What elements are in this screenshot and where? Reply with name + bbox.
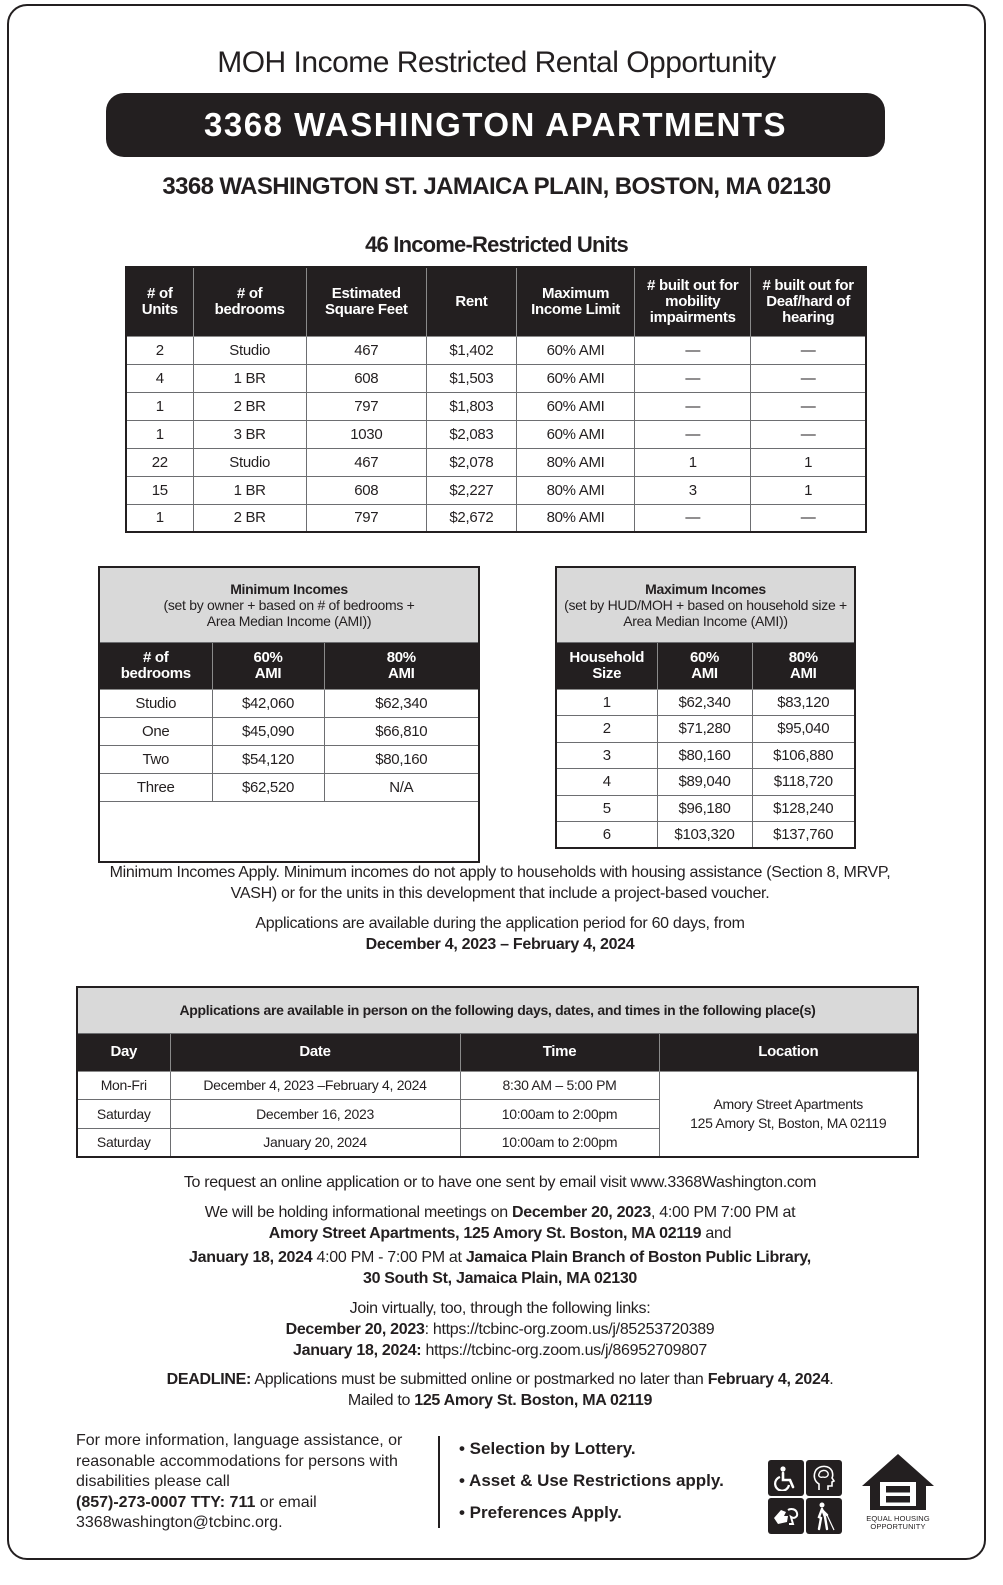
wheelchair-icon (768, 1460, 804, 1496)
min-header-row (99, 642, 479, 689)
cognitive-head-icon (806, 1460, 842, 1496)
cell: 1 BR (193, 476, 306, 504)
units-header-row (126, 267, 866, 336)
table-row (126, 392, 866, 420)
col-location: Location (659, 1033, 918, 1071)
cell: January 20, 2024 (170, 1128, 460, 1157)
table-row (99, 689, 479, 717)
cell: 3 (635, 476, 751, 504)
cell: 80% AMI (516, 448, 634, 476)
in-person-applications-table (76, 986, 919, 1158)
bullet-restrictions: • Asset & Use Restrictions apply. (459, 1471, 724, 1490)
cell: 1 (751, 448, 866, 476)
sign-language-icon (768, 1498, 804, 1534)
col-80-ami: 80% AMI (324, 642, 479, 689)
cell: $2,672 (426, 504, 516, 532)
meeting-place-2: Jamaica Plain Branch of Boston Public Library, (465, 1249, 811, 1266)
deadline-date: February 4, 2024 (707, 1371, 830, 1388)
max-header-row (556, 642, 855, 689)
cell: — (751, 420, 866, 448)
cell: 60% AMI (516, 336, 634, 364)
cell: 60% AMI (516, 420, 634, 448)
cell: 608 (306, 476, 426, 504)
table-row (556, 716, 855, 743)
location-name: Amory Street Apartments (713, 1095, 863, 1112)
contact-email[interactable]: 3368washington@tcbinc.org. (76, 1514, 283, 1531)
location-address: 125 Amory St, Boston, MA 02119 (690, 1114, 887, 1131)
key-points-list (459, 1439, 724, 1535)
col-units: # of Units (126, 267, 193, 336)
cell: $2,078 (426, 448, 516, 476)
cell: 797 (306, 504, 426, 532)
cell: 1 (556, 689, 657, 716)
bullet-lottery: • Selection by Lottery. (459, 1439, 636, 1458)
cell: $1,503 (426, 364, 516, 392)
cell: $2,083 (426, 420, 516, 448)
bullet-preferences: • Preferences Apply. (459, 1503, 622, 1522)
cell: $42,060 (212, 689, 324, 717)
cell: $1,803 (426, 392, 516, 420)
blank-cell (99, 801, 479, 862)
max-title: Maximum Incomes (645, 580, 766, 597)
table-row (126, 420, 866, 448)
units-heading: 46 Income-Restricted Units (365, 232, 628, 257)
cell: 3 BR (193, 420, 306, 448)
cell: 80% AMI (516, 504, 634, 532)
meeting-place-2-address: 30 South St, Jamaica Plain, MA 02130 (362, 1270, 638, 1287)
cell: Studio (99, 689, 212, 717)
table-row (99, 745, 479, 773)
phone-number: (857)-273-0007 TTY: 711 (76, 1493, 256, 1511)
cell: $96,180 (657, 795, 752, 822)
cell: 1 (635, 448, 751, 476)
cell: 5 (556, 795, 657, 822)
equal-housing-icon (860, 1452, 936, 1510)
minimum-incomes-table (98, 566, 480, 863)
cell: $89,040 (657, 769, 752, 796)
cell: — (751, 336, 866, 364)
cell: 3 (556, 742, 657, 769)
cell: 797 (306, 392, 426, 420)
cell: Saturday (77, 1100, 170, 1129)
table-row (126, 336, 866, 364)
col-bedrooms: # of bedrooms (193, 267, 306, 336)
virtual-intro: Join virtually, too, through the following links: (349, 1300, 651, 1317)
cell: $62,520 (212, 773, 324, 801)
cell: $1,402 (426, 336, 516, 364)
table-row (556, 822, 855, 849)
col-sqft: Estimated Square Feet (306, 267, 426, 336)
min-subtitle: (set by owner + based on # of bedrooms + (163, 596, 415, 613)
cell: Mon-Fri (77, 1071, 170, 1100)
mailing-address: 125 Amory St. Boston, MA 02119 (414, 1392, 653, 1409)
min-caption-row (99, 567, 479, 642)
cell: Studio (193, 448, 306, 476)
max-subtitle: (set by HUD/MOH + based on household size + (564, 596, 847, 613)
cell: — (635, 364, 751, 392)
cell: — (751, 392, 866, 420)
cell: $80,160 (324, 745, 479, 773)
cell: 4 (126, 364, 193, 392)
eho-text: EQUAL HOUSING OPPORTUNITY (866, 1514, 930, 1531)
cell: $103,320 (657, 822, 752, 849)
cell: — (751, 364, 866, 392)
contact-info: For more information, language assistance, or reasonable accommodations for persons with disabilities please call (857)-273-0007 TTY: 711 or email 3368washington@tcbinc.org. (76, 1432, 403, 1531)
cell: $62,340 (324, 689, 479, 717)
program-title: MOH Income Restricted Rental Opportunity (217, 46, 776, 79)
cell: 467 (306, 448, 426, 476)
table-row (556, 742, 855, 769)
col-rent: Rent (426, 267, 516, 336)
application-dates: December 4, 2023 – February 4, 2024 (365, 936, 635, 953)
meeting-date-2: January 18, 2024 (189, 1249, 313, 1266)
meeting-date-1: December 20, 2023 (511, 1204, 651, 1221)
cell: 60% AMI (516, 392, 634, 420)
property-name-banner: 3368 WASHINGTON APARTMENTS (106, 93, 885, 157)
cell: — (751, 504, 866, 532)
blank-row (99, 801, 479, 862)
contact-text: For more information, language assistance, or reasonable accommodations for persons with disabilities please call (76, 1432, 403, 1490)
cell: 1 (126, 504, 193, 532)
cell: — (635, 420, 751, 448)
app-header-row (77, 1033, 918, 1071)
cell: — (635, 392, 751, 420)
cell: $128,240 (752, 795, 855, 822)
cell: Studio (193, 336, 306, 364)
meetings-info: We will be holding informational meetings on December 20, 2023, 4:00 PM 7:00 PM at Amory Street Apartments, 125 Amory St. Boston, MA 02119 and (204, 1204, 796, 1242)
cell: $95,040 (752, 716, 855, 743)
col-60-ami: 60% AMI (657, 642, 752, 689)
app-caption-row (77, 987, 918, 1033)
application-period-text: Applications are available during the application period for 60 days, from (255, 915, 745, 932)
col-max-income: Maximum Income Limit (516, 267, 634, 336)
maximum-incomes-table (555, 566, 856, 849)
min-income-note: Minimum Incomes Apply. Minimum incomes do not apply to households with housing assistance (Section 8, MRVP, VASH) or for the units in this development that include a project-based voucher. (109, 864, 891, 902)
cell: $66,810 (324, 717, 479, 745)
property-address: 3368 WASHINGTON ST. JAMAICA PLAIN, BOSTON, MA 02130 (162, 173, 831, 200)
cell: $106,880 (752, 742, 855, 769)
cell: Two (99, 745, 212, 773)
cell: $118,720 (752, 769, 855, 796)
max-caption-row (556, 567, 855, 642)
col-hearing: # built out for Deaf/hard of hearing (751, 267, 866, 336)
table-row (126, 504, 866, 532)
cell: 2 BR (193, 392, 306, 420)
cell: N/A (324, 773, 479, 801)
zoom-link-2[interactable]: https://tcbinc-org.zoom.us/j/86952709807 (421, 1342, 707, 1359)
cell: 1 BR (193, 364, 306, 392)
footer-divider (438, 1436, 440, 1528)
cell: 2 (556, 716, 657, 743)
cell: $62,340 (657, 689, 752, 716)
min-caption (99, 567, 479, 642)
col-household-size: Household Size (556, 642, 657, 689)
location-cell (659, 1071, 918, 1157)
cell: 1 (126, 392, 193, 420)
table-row (126, 364, 866, 392)
table-row (556, 795, 855, 822)
cell: 60% AMI (516, 364, 634, 392)
cell: 80% AMI (516, 476, 634, 504)
cell: December 4, 2023 –February 4, 2024 (170, 1071, 460, 1100)
col-day: Day (77, 1033, 170, 1071)
application-period (100, 913, 900, 955)
accessibility-icons (768, 1460, 842, 1534)
cell: 1 (126, 420, 193, 448)
col-time: Time (460, 1033, 659, 1071)
cell: — (635, 336, 751, 364)
cell: $2,227 (426, 476, 516, 504)
meetings-info-2: January 18, 2024 4:00 PM - 7:00 PM at Jamaica Plain Branch of Boston Public Library, 30 South St, Jamaica Plain, MA 02130 (189, 1249, 811, 1287)
max-caption (556, 567, 855, 642)
cell: 10:00am to 2:00pm (460, 1128, 659, 1157)
cell: $45,090 (212, 717, 324, 745)
equal-housing-logo (860, 1452, 936, 1530)
app-caption: Applications are available in person on the following days, dates, and times in the following place(s) (77, 987, 918, 1033)
cell: 608 (306, 364, 426, 392)
table-row (126, 476, 866, 504)
cell: 4 (556, 769, 657, 796)
cell: 10:00am to 2:00pm (460, 1100, 659, 1129)
online-application-note: To request an online application or to have one sent by email visit www.3368Washington.com (183, 1174, 817, 1191)
zoom-link-1[interactable]: : https://tcbinc-org.zoom.us/j/85253720389 (424, 1321, 715, 1338)
table-row (126, 448, 866, 476)
cell: $137,760 (752, 822, 855, 849)
col-60-ami: 60% AMI (212, 642, 324, 689)
cell: 2 BR (193, 504, 306, 532)
cell: 6 (556, 822, 657, 849)
cell: Saturday (77, 1128, 170, 1157)
meeting-place-1: Amory Street Apartments, 125 Amory St. Boston, MA 02119 (268, 1225, 702, 1242)
col-mobility: # built out for mobility impairments (635, 267, 751, 336)
cell: One (99, 717, 212, 745)
cell: 22 (126, 448, 193, 476)
table-row (77, 1071, 918, 1100)
table-row (99, 717, 479, 745)
deadline-label: DEADLINE: (166, 1371, 252, 1388)
col-date: Date (170, 1033, 460, 1071)
cell: Three (99, 773, 212, 801)
table-row (556, 769, 855, 796)
cell: 1 (751, 476, 866, 504)
units-table (125, 266, 867, 533)
cell: $80,160 (657, 742, 752, 769)
table-row (99, 773, 479, 801)
cell: — (635, 504, 751, 532)
virtual-links: Join virtually, too, through the following links: December 20, 2023: https://tcbinc-org.zoom.us/j/85253720389 January 18, 2024: https://tcbinc-org.zoom.us/j/86952709807 (285, 1300, 715, 1359)
col-80-ami: 80% AMI (752, 642, 855, 689)
deadline-info: DEADLINE: Applications must be submitted online or postmarked no later than February 4, 2024. Mailed to 125 Amory St. Boston, MA 02119 (166, 1371, 834, 1409)
cell: December 16, 2023 (170, 1100, 460, 1129)
table-row (556, 689, 855, 716)
cell: 15 (126, 476, 193, 504)
cell: 8:30 AM – 5:00 PM (460, 1071, 659, 1100)
cell: $71,280 (657, 716, 752, 743)
cell: 1030 (306, 420, 426, 448)
cell: 2 (126, 336, 193, 364)
min-subtitle: Area Median Income (AMI)) (206, 612, 372, 629)
col-bedrooms: # of bedrooms (99, 642, 212, 689)
blind-cane-icon (806, 1498, 842, 1534)
cell: $83,120 (752, 689, 855, 716)
cell: $54,120 (212, 745, 324, 773)
max-subtitle: Area Median Income (AMI)) (623, 612, 788, 629)
min-title: Minimum Incomes (230, 580, 348, 597)
cell: 467 (306, 336, 426, 364)
